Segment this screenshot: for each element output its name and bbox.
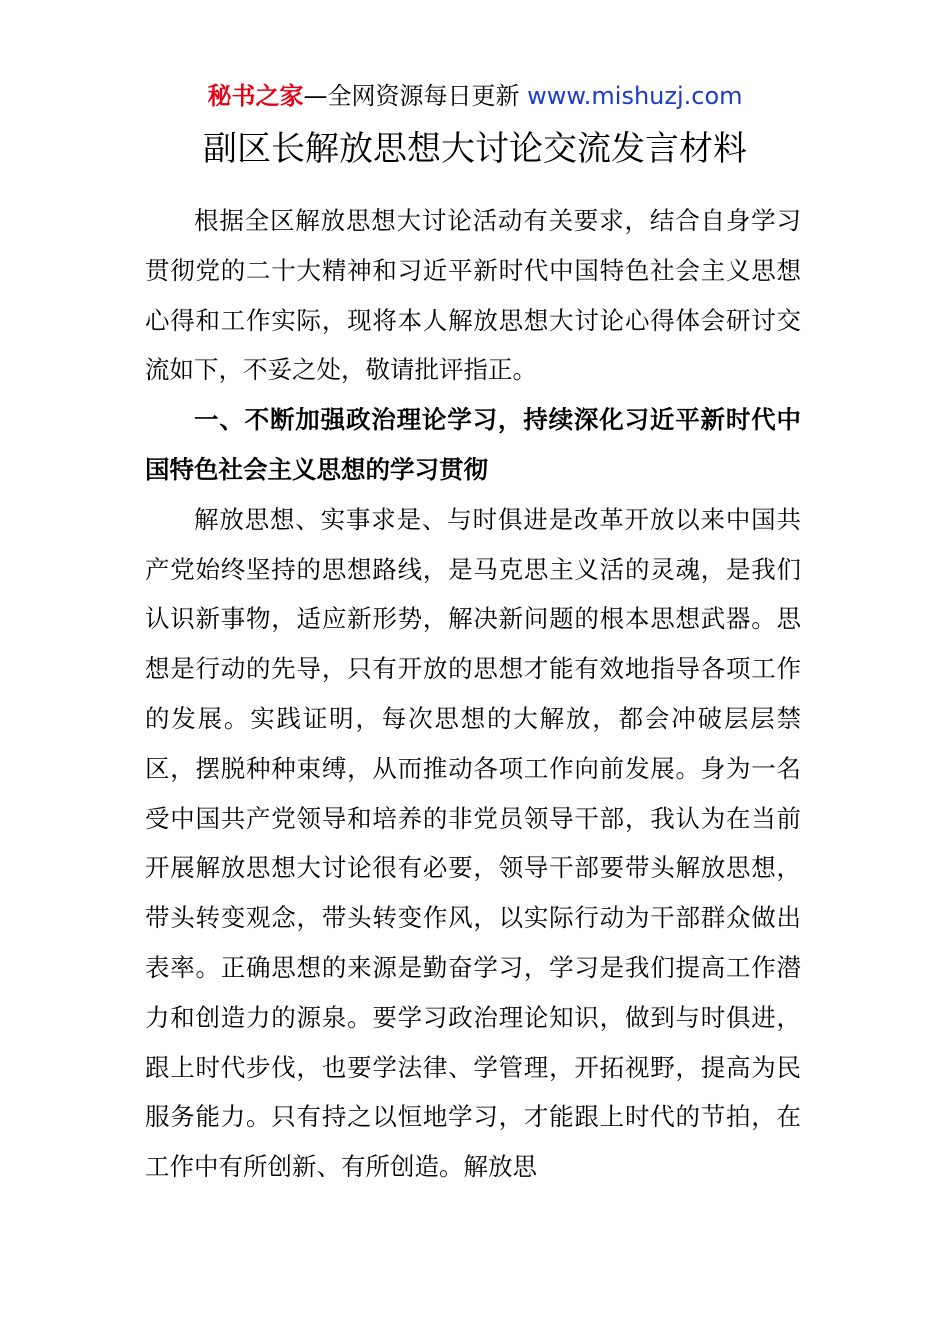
site-brand: 秘书之家 bbox=[207, 82, 304, 110]
document-body bbox=[145, 196, 801, 1192]
site-url-link[interactable]: www.mishuzj.com bbox=[527, 82, 743, 110]
intro-paragraph: 根据全区解放思想大讨论活动有关要求，结合自身学习贯彻党的二十大精神和习近平新时代中国特色社会主义思想心得和工作实际，现将本人解放思想大讨论心得体会研讨交流如下，不妥之处，敬请批评指正。 bbox=[145, 206, 801, 385]
site-tagline: —全网资源每日更新 bbox=[303, 82, 520, 110]
section-heading-1: 一、不断加强政治理论学习，持续深化习近平新时代中国特色社会主义思想的学习贯彻 bbox=[145, 405, 801, 484]
document-title: 副区长解放思想大讨论交流发言材料 bbox=[203, 129, 747, 169]
section-1-paragraph: 解放思想、实事求是、与时俱进是改革开放以来中国共产党始终坚持的思想路线，是马克思主义活的灵魂，是我们认识新事物，适应新形势，解决新问题的根本思想武器。思想是行动的先导，只有开放的思想才能有效地指导各项工作的发展。实践证明，每次思想的大解放，都会冲破层层禁区，摆脱种种束缚，从而推动各项工作向前发展。身为一名受中国共产党领导和培养的非党员领导干部，我认为在当前开展解放思想大讨论很有必要，领导干部要带头解放思想，带头转变观念，带头转变作风，以实际行动为干部群众做出表率。正确思想的来源是勤奋学习，学习是我们提高工作潜力和创造力的源泉。要学习政治理论知识，做到与时俱进，跟上时代步伐，也要学法律、学管理，开拓视野，提高为民服务能力。只有持之以恒地学习，才能跟上时代的节拍，在工作中有所创新、有所创造。解放思 bbox=[145, 504, 801, 1182]
site-header bbox=[0, 78, 950, 114]
